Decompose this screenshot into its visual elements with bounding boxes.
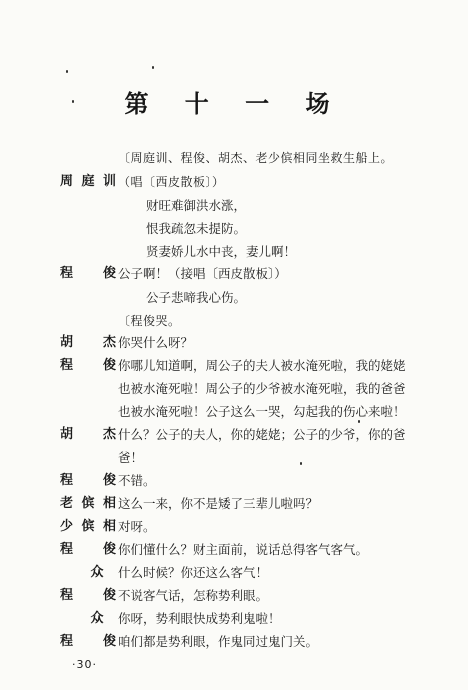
dialogue-line: 你哪儿知道啊，周公子的夫人被水淹死啦，我的姥姥 [118,358,406,373]
dialogue-line: 也被水淹死啦！公子这么一哭，勾起我的伤心来啦！ [118,404,406,419]
speaker-label: 程 俊 [60,358,116,373]
ink-speck [358,420,360,423]
ink-speck [300,462,302,465]
dialogue-line: 不说客气话，怎称势利眼。 [118,588,269,603]
dialogue-line: 爸！ [118,450,144,465]
singing-cue: （唱〔西皮散板〕） [118,175,225,189]
ink-speck [66,70,68,73]
ink-speck [152,66,154,69]
verse-line: 恨我疏忽未提防。 [146,221,247,236]
speaker-label: 程 俊 [60,473,116,488]
verse-line: 公子悲啼我心伤。 [146,290,247,305]
speaker-label: 胡 杰 [60,427,116,442]
dialogue-line: 不错。 [118,473,156,488]
speaker-label: 少傧相 [60,519,116,534]
scene-title: 第 十 一 场 [124,90,344,118]
speaker-label: 众 [90,611,104,626]
page-number: ·30· [72,658,97,671]
dialogue-line: 你哭什么呀？ [118,335,194,350]
dialogue-line: 你呀，势利眼快成势利鬼啦！ [118,611,281,626]
speaker-label: 程 俊 [60,588,116,603]
speaker-label: 程 俊 [60,634,116,649]
dialogue-line: 你们懂什么？财主面前，说话总得客气客气。 [118,542,369,557]
speaker-label: 周庭训 [60,174,116,189]
speaker-label: 老傧相 [60,496,116,511]
speaker-label: 程 俊 [60,266,116,281]
dialogue-line: 也被水淹死啦！周公子的少爷被水淹死啦，我的爸爸 [118,381,406,396]
verse-line: 贤妻娇儿水中丧，妻儿啊！ [146,244,297,259]
speaker-label: 众 [90,565,104,580]
dialogue-line: 咱们都是势利眼，作鬼同过鬼门关。 [118,634,319,649]
dialogue-line: 对呀。 [118,519,156,534]
dialogue-line: 公子啊！（接唱〔西皮散板〕） [118,266,287,281]
stage-direction: 〔周庭训、程俊、胡杰、老少傧相同坐救生船上。 [118,151,394,165]
dialogue-line: 这么一来，你不是矮了三辈儿啦吗？ [118,496,319,511]
dialogue-line: 什么时候？你还这么客气！ [118,565,269,580]
verse-line: 财旺难御洪水涨， [146,198,247,213]
stage-direction: 〔程俊哭。 [118,314,181,328]
dialogue-line: 什么？公子的夫人，你的姥姥；公子的少爷，你的爸 [118,427,406,442]
speaker-label: 胡 杰 [60,335,116,350]
speaker-label: 程 俊 [60,542,116,557]
